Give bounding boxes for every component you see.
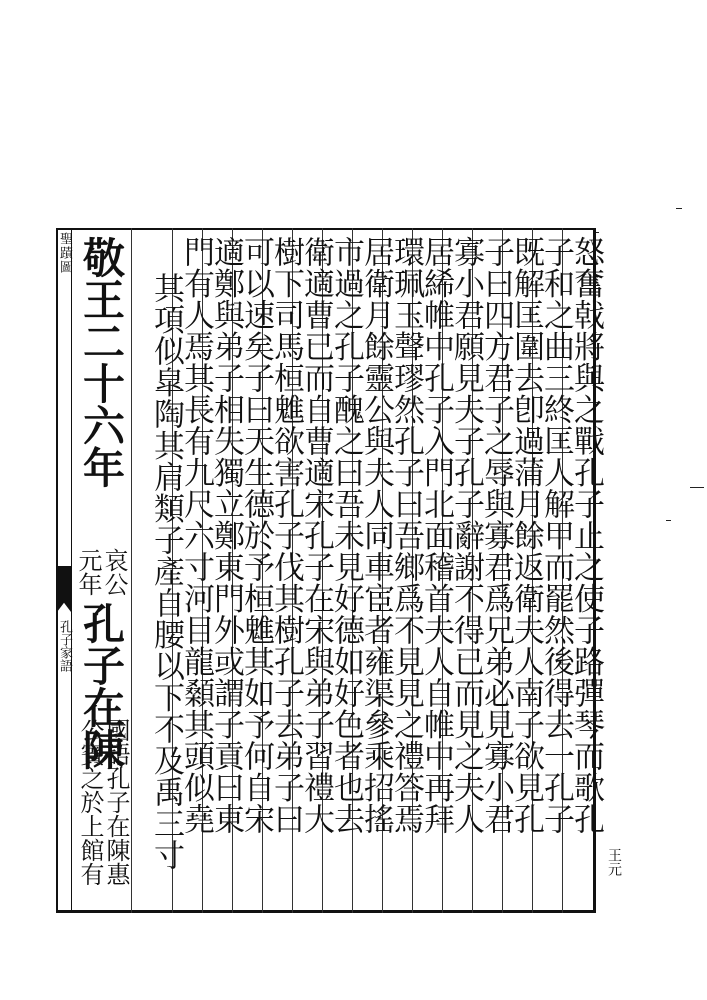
heading-note2b: 公賓之於上館有	[76, 718, 104, 886]
text-column: 子和之曲三終匡人解甲而罷然後得去一孔子	[538, 236, 574, 835]
text-column: 門有人焉其長有九尺六寸河目龍顙其頭似堯	[178, 236, 214, 835]
heading-title-part1: 敬王二十六年	[77, 236, 126, 488]
margin-title: 聖蹟圖	[57, 232, 72, 274]
text-column: 其項似皐陶其肩類子產自腰以下不及禹三寸	[148, 272, 184, 871]
scan-speck	[676, 208, 682, 209]
text-column: 市過之孔子醜之曰吾未見好德如好色者也去	[328, 236, 364, 835]
heading-note2a: 國語孔子在陳惠	[102, 718, 130, 886]
scan-speck	[596, 232, 599, 233]
margin-column	[56, 228, 72, 913]
text-column: 子曰四方君子之辱與寡君爲兄弟必見寡小君	[478, 236, 514, 835]
text-column: 怒奮戟將與之戰孔子止之使子路彈琴而歌孔	[568, 236, 604, 835]
text-column: 居衛月餘靈公與夫人同車宦者雍渠參乘招搖	[358, 236, 394, 835]
fishtail-mark-icon	[57, 566, 71, 612]
text-column: 環珮玉聲璆然孔子曰吾鄉爲不見見之禮答焉	[388, 236, 424, 835]
text-column: 寡小君願見夫子孔子辭謝不得已而見之夫人	[448, 236, 484, 835]
text-column: 適鄭與弟子相失獨立鄭東門外或謂子貢曰東	[208, 236, 244, 835]
scan-speck	[690, 487, 704, 488]
column-rule	[131, 228, 132, 913]
text-column: 衛適曹已而自曹適宋孔子在宋與弟子習禮大	[298, 236, 334, 835]
margin-section: 孔子家語	[57, 620, 72, 672]
text-column: 既解匡圍去卽過蒲月餘返衛夫人南子欲見孔	[508, 236, 544, 835]
text-column: 樹下司馬桓魋欲害孔子伐其樹孔子去弟子曰	[268, 236, 304, 835]
folio-number: 王元	[606, 848, 622, 876]
text-column: 居絺帷中孔子入門北面稽首夫人自帷中再拜	[418, 236, 454, 835]
heading-title-part2: 孔子在陳	[77, 602, 126, 770]
heading-column	[73, 236, 131, 906]
scan-speck	[666, 520, 671, 521]
heading-note1b: 元年	[74, 548, 102, 596]
heading-note1a: 哀公	[100, 548, 128, 596]
text-column: 可以速矣子曰天生德於予桓魋其如予何自宋	[238, 236, 274, 835]
